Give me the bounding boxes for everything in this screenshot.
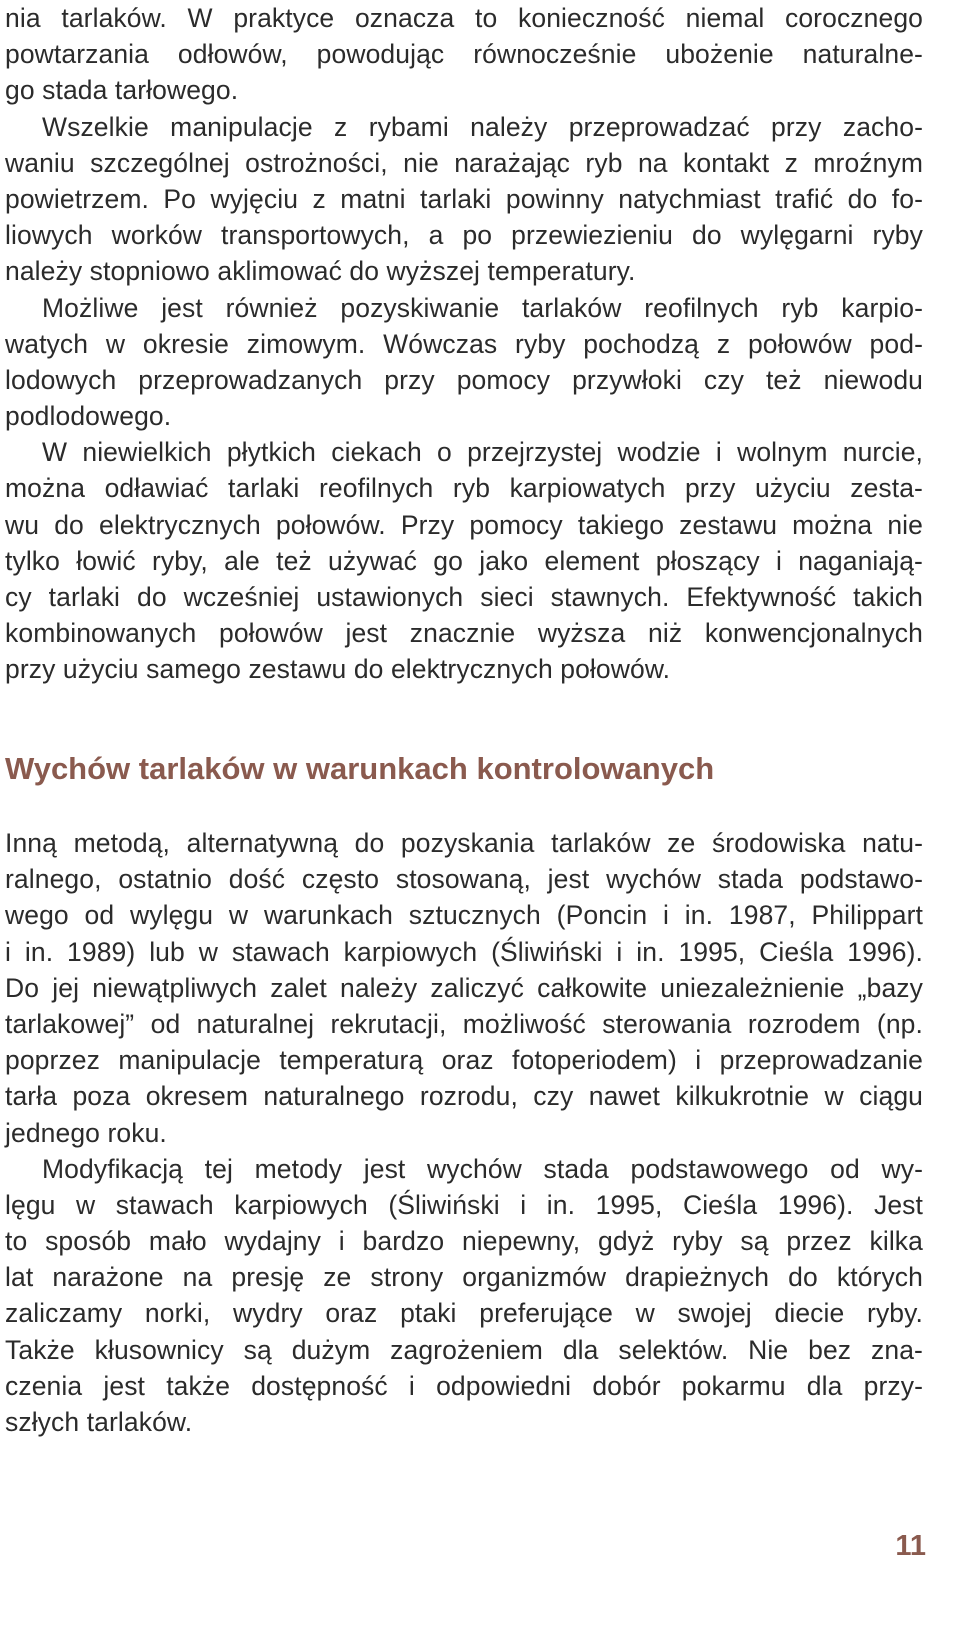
text-line: należy stopniowo aklimować do wyższej temperatury. bbox=[5, 256, 636, 287]
text-line: watych w okresie zimowym. Wówczas ryby pochodzą z połowów pod- bbox=[5, 328, 923, 359]
text-line: tylko łowić ryby, ale też używać go jako element płoszący i naganiają- bbox=[5, 545, 923, 576]
text-line: przy użyciu samego zestawu do elektrycznych połowów. bbox=[5, 654, 671, 685]
text-line: można odławiać tarlaki reofilnych ryb karpiowatych przy użyciu zesta- bbox=[5, 473, 923, 504]
section-body-text bbox=[5, 825, 923, 1440]
text-line: Modyfikacją tej metody jest wychów stada podstawowego od wy- bbox=[42, 1153, 923, 1184]
text-line: nia tarlaków. W praktyce oznacza to konieczność niemal corocznego bbox=[5, 3, 923, 33]
text-line: jednego roku. bbox=[5, 1117, 167, 1148]
text-line: szłych tarlaków. bbox=[5, 1407, 193, 1437]
text-line: W niewielkich płytkich ciekach o przejrzystej wodzie i wolnym nurcie, bbox=[42, 437, 923, 468]
text-line: lęgu w stawach karpiowych (Śliwiński i in. 1995, Cieśla 1996). Jest bbox=[5, 1189, 923, 1220]
section-heading: Wychów tarlaków w warunkach kontrolowanych bbox=[5, 751, 715, 786]
text-line: lat narażone na presję ze strony organizmów drapieżnych do których bbox=[5, 1262, 923, 1293]
text-line: go stada tarłowego. bbox=[5, 75, 239, 106]
text-line: Możliwe jest również pozyskiwanie tarlaków reofilnych ryb karpio- bbox=[42, 292, 923, 323]
text-line: to sposób mało wydajny i bardzo niepewny, gdyż ryby są przez kilka bbox=[5, 1226, 923, 1257]
text-line: Wszelkie manipulacje z rybami należy przeprowadzać przy zacho- bbox=[42, 111, 923, 142]
text-line: Także kłusownicy są dużym zagrożeniem dla selektów. Nie bez zna- bbox=[5, 1334, 923, 1365]
text-line: powietrzem. Po wyjęciu z matni tarlaki powinny natychmiast trafić do fo- bbox=[5, 183, 923, 214]
text-line: powtarzania odłowów, powodując równocześnie ubożenie naturalne- bbox=[5, 39, 923, 70]
text-line: lodowych przeprowadzanych przy pomocy przywłoki czy też niewodu bbox=[5, 364, 923, 395]
text-line: ralnego, ostatnio dość często stosowaną, jest wychów stada podstawo- bbox=[5, 864, 923, 895]
text-line: tarlakowej” od naturalnej rekrutacji, możliwość sterowania rozrodem (np. bbox=[5, 1008, 923, 1039]
text-line: liowych worków transportowych, a po przewiezieniu do wylęgarni ryby bbox=[5, 220, 923, 251]
text-line: czenia jest także dostępność i odpowiedni dobór pokarmu dla przy- bbox=[5, 1370, 923, 1401]
text-line: Do jej niewątpliwych zalet należy zaliczyć całkowite uniezależnienie „bazy bbox=[5, 972, 923, 1003]
text-line: wego od wylęgu w warunkach sztucznych (Poncin i in. 1987, Philippart bbox=[5, 900, 923, 931]
body-text-top bbox=[5, 0, 923, 688]
text-line: i in. 1989) lub w stawach karpiowych (Śliwiński i in. 1995, Cieśla 1996). bbox=[5, 936, 923, 967]
page-number: 11 bbox=[895, 1530, 926, 1562]
text-line: zaliczamy norki, wydry oraz ptaki preferujące w swojej diecie ryby. bbox=[5, 1298, 923, 1329]
text-line: podlodowego. bbox=[5, 401, 172, 432]
text-line: cy tarlaki do wcześniej ustawionych sieci stawnych. Efektywność takich bbox=[5, 582, 923, 612]
text-line: wu do elektrycznych połowów. Przy pomocy takiego zestawu można nie bbox=[5, 509, 923, 540]
text-line: kombinowanych połowów jest znacznie wyższa niż konwencjonalnych bbox=[5, 618, 923, 649]
text-line: tarła poza okresem naturalnego rozrodu, czy nawet kilkukrotnie w ciągu bbox=[5, 1081, 923, 1112]
text-line: poprzez manipulacje temperaturą oraz fotoperiodem) i przeprowadzanie bbox=[5, 1045, 923, 1076]
text-line: Inną metodą, alternatywną do pozyskania tarlaków ze środowiska natu- bbox=[5, 828, 923, 858]
text-line: waniu szczególnej ostrożności, nie narażając ryb na kontakt z mroźnym bbox=[5, 147, 923, 178]
